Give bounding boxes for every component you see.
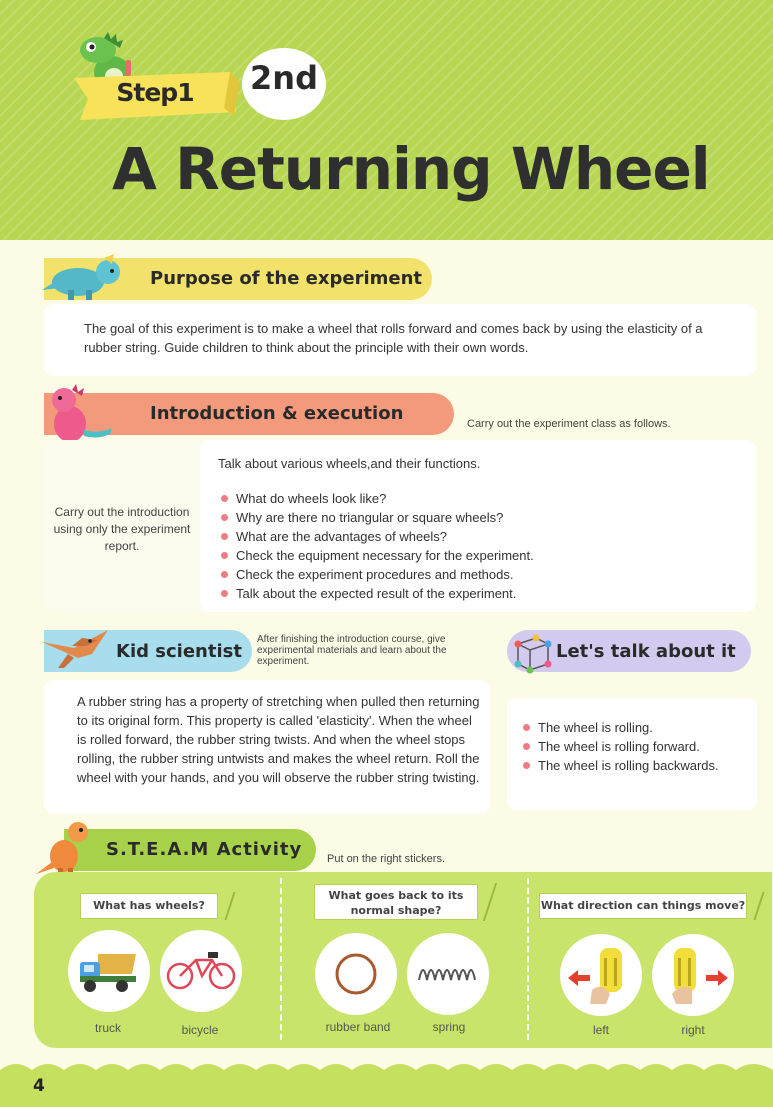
kid-scientist-heading: Kid scientist [116,641,242,662]
sticker-caption: rubber band [325,1020,391,1034]
lets-talk-heading: Let's talk about it [556,641,736,662]
sticker-caption: truck [94,1021,121,1035]
sticker-caption: spring [432,1020,466,1034]
list-item: The wheel is rolling backwards. [520,756,719,775]
bullet-icon [221,552,228,559]
push-left-icon [566,942,638,1008]
purpose-heading: Purpose of the experiment [150,268,423,289]
introduction-left-note: Carry out the introduction using only the experiment report. [53,505,191,553]
steam-note: Put on the right stickers. [327,853,445,865]
steam-heading: S.T.E.A.M Activity [106,839,303,860]
question-tag: What has wheels? [80,893,218,919]
list-item: The wheel is rolling. [520,718,719,737]
list-item: Check the equipment necessary for the experiment. [218,546,534,565]
pink-dinosaur-illustration [44,384,114,448]
introduction-lead: Talk about various wheels,and their functions. [218,456,481,471]
question-tag: What direction can things move? [539,893,747,919]
column-divider [527,878,529,1040]
bullet-icon [221,533,228,540]
bullet-icon [523,762,530,769]
bullet-icon [221,514,228,521]
introduction-side-note: Carry out the experiment class as follows. [467,418,671,430]
sticker-caption: left [592,1023,609,1037]
bullet-icon [221,495,228,502]
page-number: 4 [33,1076,45,1096]
scalloped-footer [0,1058,773,1107]
sticker-caption: right [681,1023,705,1037]
step-label: Step1 [116,78,194,107]
purpose-text: The goal of this experiment is to make a wheel that rolls forward and comes back by using the elasticity of a rubber string. Guide children to think about the principle with their own words. [84,321,703,355]
triceratops-illustration [40,250,130,304]
sticker-caption: bicycle [181,1023,219,1037]
bullet-icon [221,571,228,578]
page-title: A Returning Wheel [112,135,710,203]
spring-icon [415,956,481,990]
list-item: Check the experiment procedures and methods. [218,565,534,584]
kid-scientist-note: After finishing the introduction course, give experimental materials and learn about the experiment. [257,634,447,667]
list-item: What are the advantages of wheels? [218,527,534,546]
introduction-bullets [218,489,534,603]
push-right-icon [658,942,730,1008]
kid-scientist-text: A rubber string has a property of stretching when pulled then returning to its original form. This property is called 'elasticity'. When the wheel is rolled forward, the rubber string twists. And when the wheel stops rolling, the rubber string untwists and makes the wheel return. Roll the wheel with your hands, and you will observe the rubber string twisting. [77,694,480,785]
list-item: Talk about the expected result of the experiment. [218,584,534,603]
introduction-heading: Introduction & execution [150,403,404,424]
list-item: What do wheels look like? [218,489,534,508]
cube-illustration [508,626,558,676]
bullet-icon [523,724,530,731]
bullet-icon [523,743,530,750]
truck-icon [76,948,142,994]
grade-label: 2nd [250,59,318,97]
bicycle-icon [164,948,238,994]
question-tag: What goes back to its normal shape? [314,884,478,920]
column-divider [280,878,282,1040]
pterodactyl-illustration [38,624,116,674]
bullet-icon [221,590,228,597]
list-item: The wheel is rolling forward. [520,737,719,756]
list-item: Why are there no triangular or square wheels? [218,508,534,527]
lets-talk-bullets [520,718,719,775]
rubber-band-icon [332,950,380,998]
